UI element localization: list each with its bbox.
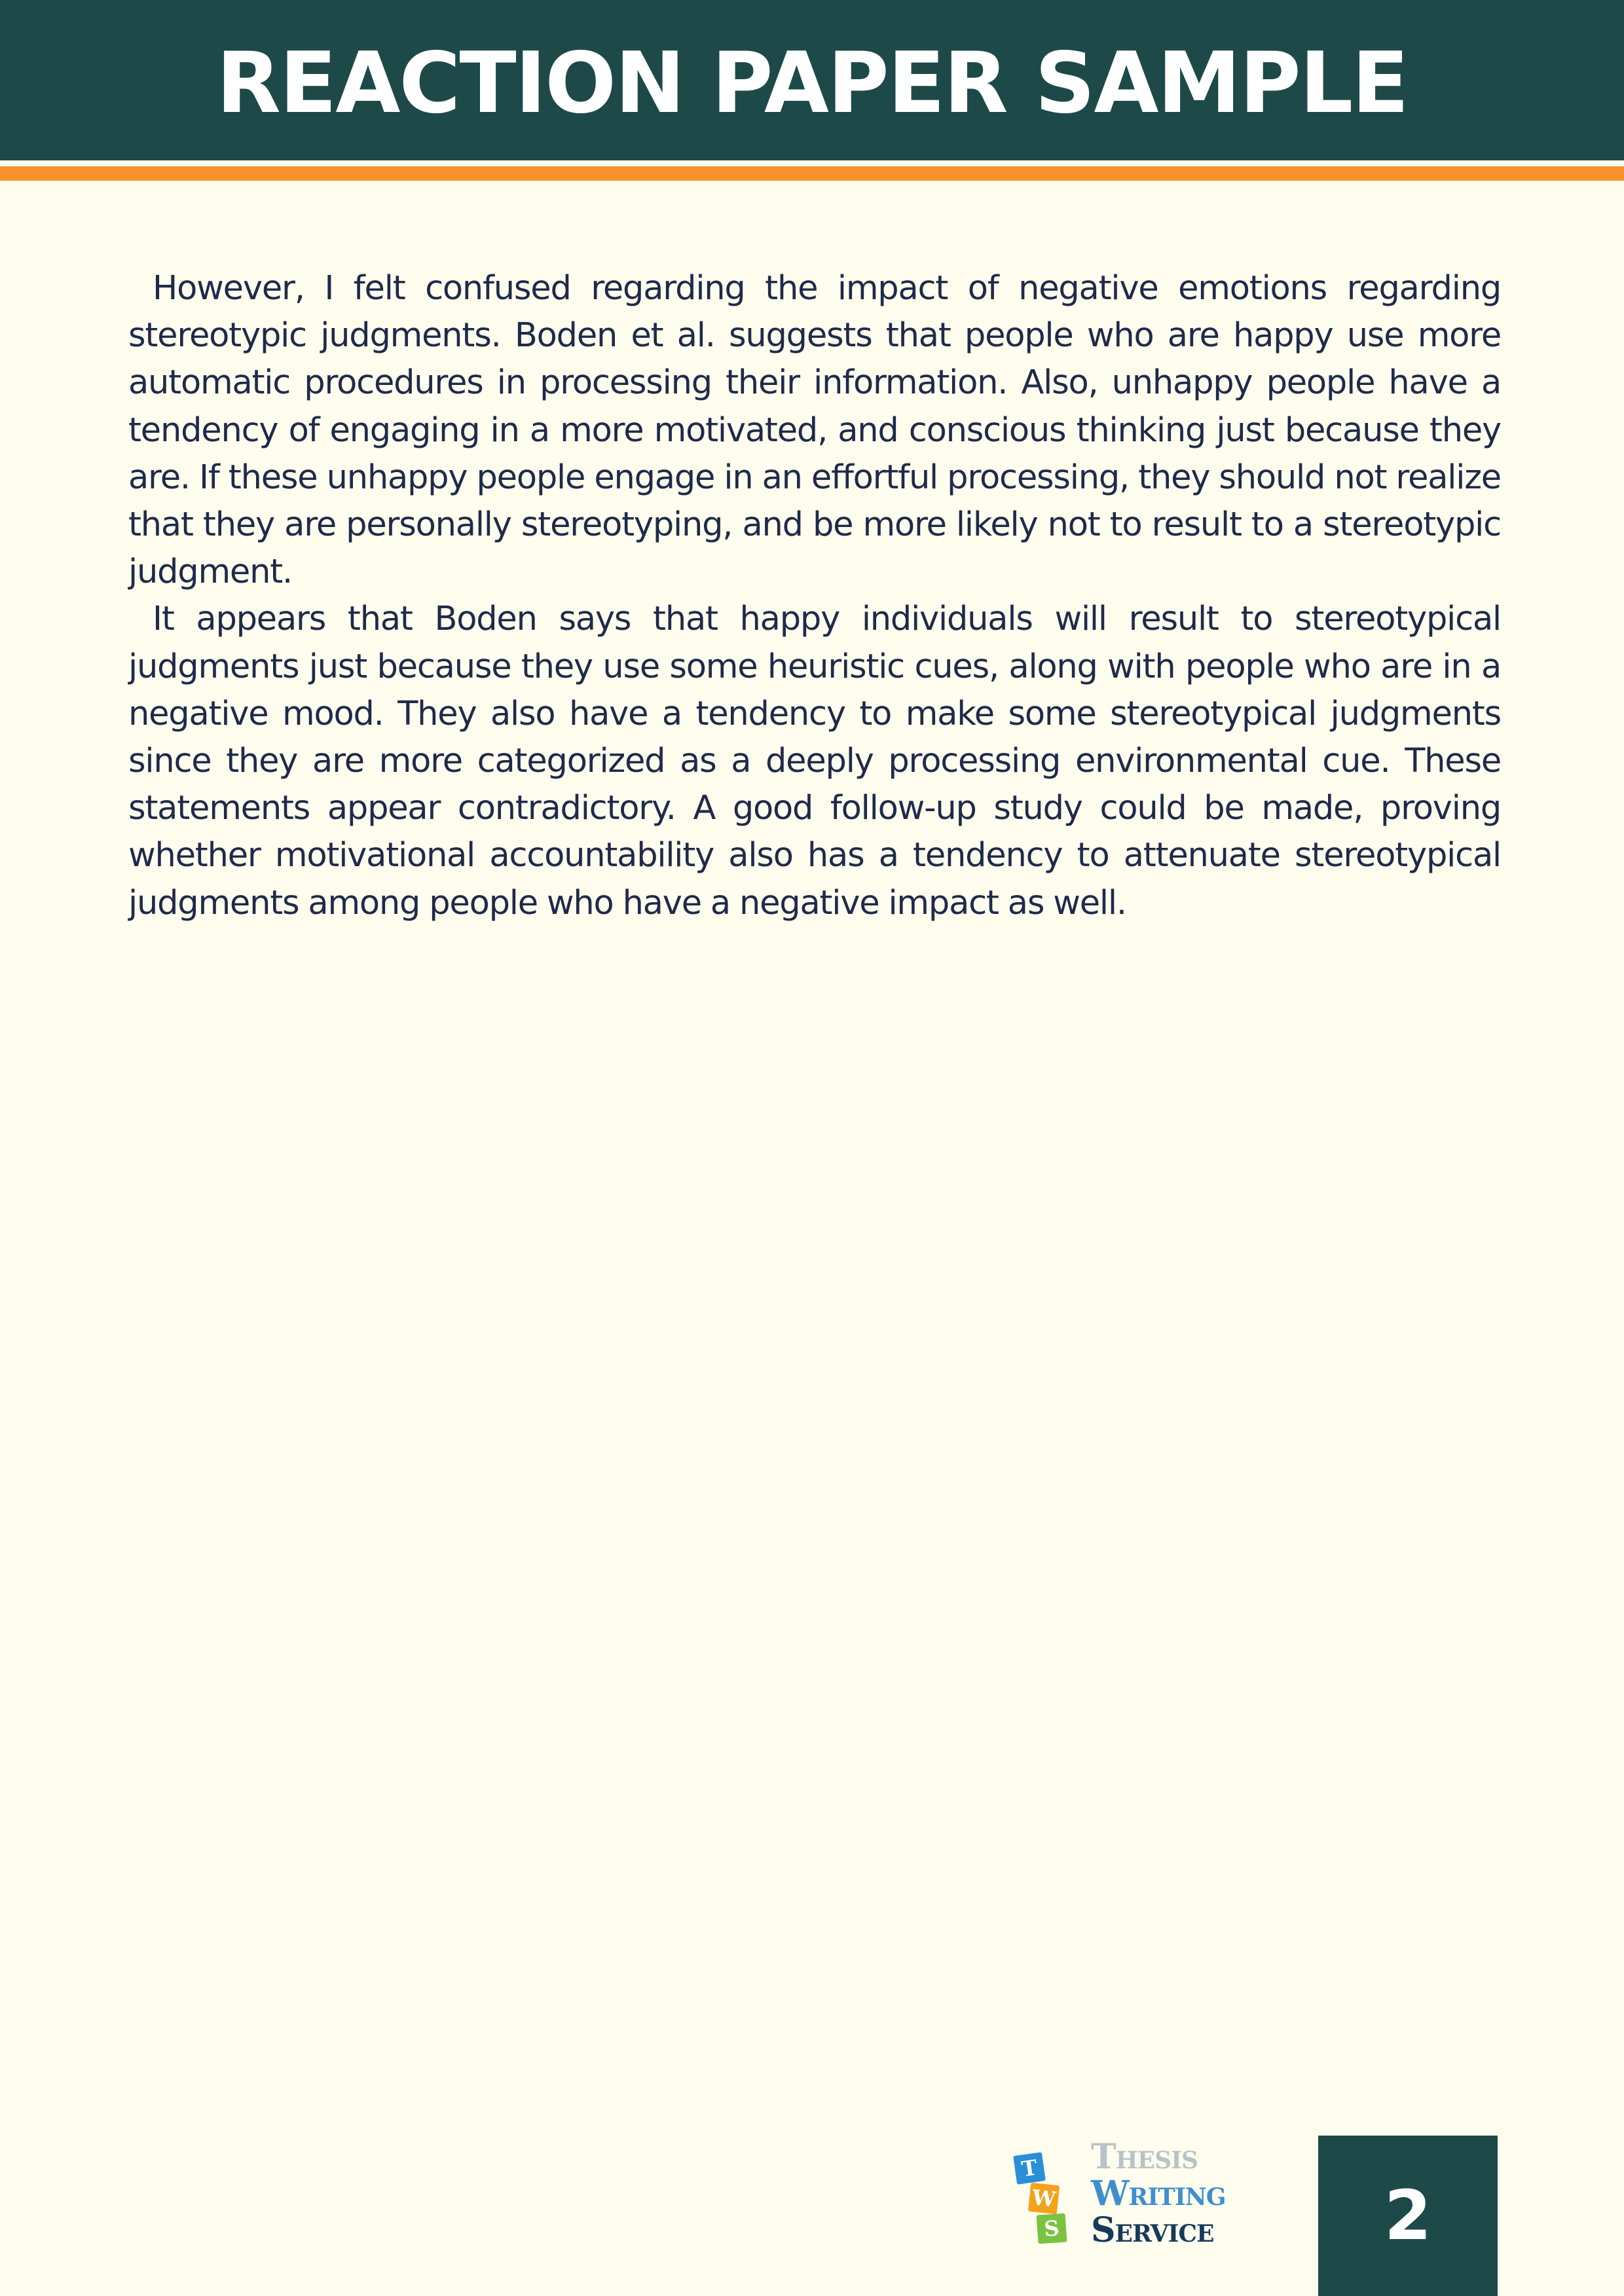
logo-word-service: Service <box>1091 2210 1214 2250</box>
paragraph: It appears that Boden says that happy individuals will result to stereotypical judgments just because they use some heuristic cues, along with people who are in a negative mood. They also have a tendency to make some stereotypical judgments since they are more categorized as a deeply processing environmental cue. These statements appear contradictory. A good follow-up study could be made, proving whether motivational accountability also has a tendency to attenuate stereotypical judgments among people who have a negative impact as well. <box>128 600 1501 922</box>
logo-word-thesis: Thesis <box>1091 2137 1198 2177</box>
page-title: REACTION PAPER SAMPLE <box>216 35 1408 132</box>
header-gap <box>0 160 1624 166</box>
logo-block-w: W <box>1028 2183 1060 2214</box>
logo-block-t: T <box>1013 2152 1046 2185</box>
header-accent-stripe <box>0 166 1624 181</box>
thesis-writing-service-logo <box>1015 2137 1264 2252</box>
logo-block-s: S <box>1037 2214 1067 2244</box>
body-text <box>128 265 1501 927</box>
logo-word-writing: Writing <box>1091 2174 1226 2214</box>
paragraph: However, I felt confused regarding the impact of negative emotions regarding stereotypic judgments. Boden et al. suggests that people who are happy use more automatic procedures in processing their information. Also, unhappy people have a tendency of engaging in a more motivated, and conscious thinking just because they are. If these unhappy people engage in an effortful processing, they should not realize that they are personally stereotyping, and be more likely not to result to a stereotypic judgment. <box>128 269 1501 592</box>
page-number: 2 <box>1318 2136 1498 2296</box>
